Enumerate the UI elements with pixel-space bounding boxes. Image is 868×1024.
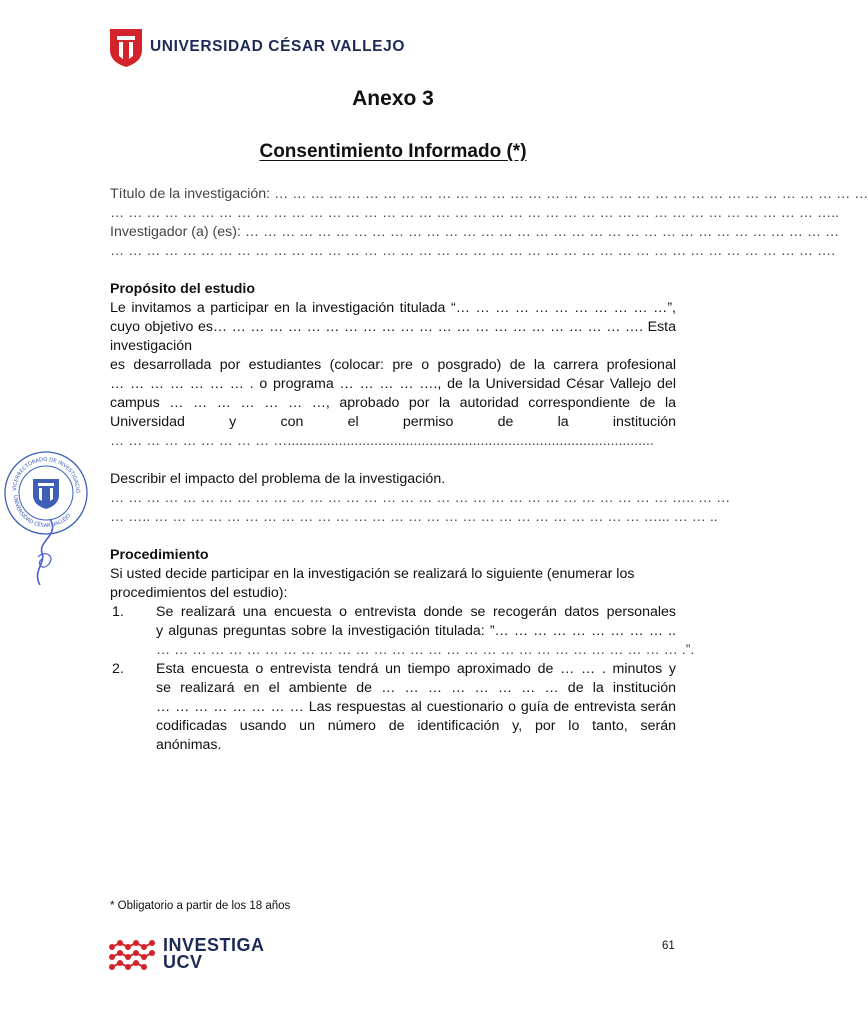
proposito-line-6: Universidad y con el permiso de la institución — [110, 414, 676, 430]
titulo-line-1 — [110, 185, 868, 204]
university-seal-stamp — [2, 445, 90, 590]
list-item — [110, 603, 695, 660]
investigador-blank: … … … … … … … … … … … … … … … … … … … … … … … … … … … … … … … … … — [244, 224, 840, 240]
titulo-label: Título de la investigación: — [110, 186, 271, 202]
svg-text:VICERRECTORADO DE INVESTIGACIÓ: VICERRECTORADO DE INVESTIGACIÓ — [11, 456, 81, 493]
item1-line-3: … … … … … … … … … … … … … … … … … … … … … … … … … … … … … .”. — [156, 642, 695, 658]
impacto-text: Describir el impacto del problema de la investigación. — [110, 471, 446, 487]
investiga-word: INVESTIGA — [163, 935, 265, 955]
list-item-number: 2. — [112, 661, 124, 677]
impacto-blank-1: … … … … … … … … … … … … … … … … … … … … … … … … … … … … … … … ….. … … — [110, 490, 731, 506]
proposito-line-1: Le invitamos a participar en la investigación titulada “… … … … … … … … … … …”, — [110, 300, 676, 316]
investigador-line-2: … … … … … … … … … … … … … … … … … … … … … … … … … … … … … … … … … … … … … … … …. — [110, 243, 836, 259]
proposito-heading: Propósito del estudio — [110, 281, 256, 297]
list-item — [110, 660, 676, 755]
procedimiento-heading: Procedimiento — [110, 547, 209, 563]
list-item-number: 1. — [112, 604, 124, 620]
ucv-word: UCV — [163, 952, 203, 972]
titulo-line-2: … … … … … … … … … … … … … … … … … … … … … … … … … … … … … … … … … … … … … … … ….. — [110, 205, 840, 221]
proposito-line-5: campus … … … … … … …, aprobado por la autoridad correspondiente de la — [110, 395, 676, 411]
proposito-line-4: … … … … … … … . o programa … … … … …., de la Universidad César Vallejo del — [110, 376, 676, 392]
investiga-ucv-wordmark — [163, 937, 265, 971]
footnote: * Obligatorio a partir de los 18 años — [110, 900, 291, 912]
item2-line-4: codificadas usando un número de identificación y, por lo tanto, serán — [156, 718, 676, 734]
item2-line-5: anónimas. — [156, 737, 222, 753]
university-name: UNIVERSIDAD CÉSAR VALLEJO — [150, 38, 405, 55]
impacto-blank-2: … ….. … … … … … … … … … … … … … … … … … … … … … … … … … … … …... … … .. — [110, 509, 718, 525]
investiga-ucv-logo-icon — [108, 937, 156, 973]
procedimiento-intro: Si usted decide participar en la investigación se realizará lo siguiente (enumerar los procedimientos del estudio): — [110, 566, 635, 601]
ucv-shield-icon — [108, 26, 144, 68]
investigador-label: Investigador (a) (es): — [110, 224, 241, 240]
item2-line-1: Esta encuesta o entrevista tendrá un tiempo aproximado de … … . minutos y — [156, 661, 676, 677]
consent-body — [110, 185, 868, 755]
svg-text:UNIVERSIDAD CÉSAR VALLEJO: UNIVERSIDAD CÉSAR VALLEJO — [11, 494, 73, 530]
investigador-line-1 — [110, 223, 840, 242]
proposito-line-2: cuyo objetivo es… … … … … … … … … … … … … … … … … … … … … … …. Esta investigación — [110, 319, 676, 354]
titulo-blank: … … … … … … … … … … … … … … … … … … … … … … … … … … … … … … … … … — [274, 186, 868, 202]
page-subtitle: Consentimiento Informado (*) — [259, 141, 527, 162]
item2-line-3: … … … … … … … … Las respuestas al cuestionario o guía de entrevista serán — [156, 699, 676, 715]
item2-line-2: se realizará en el ambiente de … … … … … … … … de la institución — [156, 680, 676, 696]
proposito-line-3: es desarrollada por estudiantes (colocar: pre o posgrado) de la carrera profesional — [110, 357, 676, 373]
page-number: 61 — [662, 940, 675, 952]
item1-line-1: Se realizará una encuesta o entrevista donde se recogerán datos personales — [156, 604, 676, 620]
proposito-line-7: … … … … … … … … … …............................................................................................. — [110, 433, 654, 449]
page-title: Anexo 3 — [352, 87, 434, 110]
item1-line-2: y algunas preguntas sobre la investigación titulada: ”… … … … … … … … … .. — [156, 623, 676, 639]
